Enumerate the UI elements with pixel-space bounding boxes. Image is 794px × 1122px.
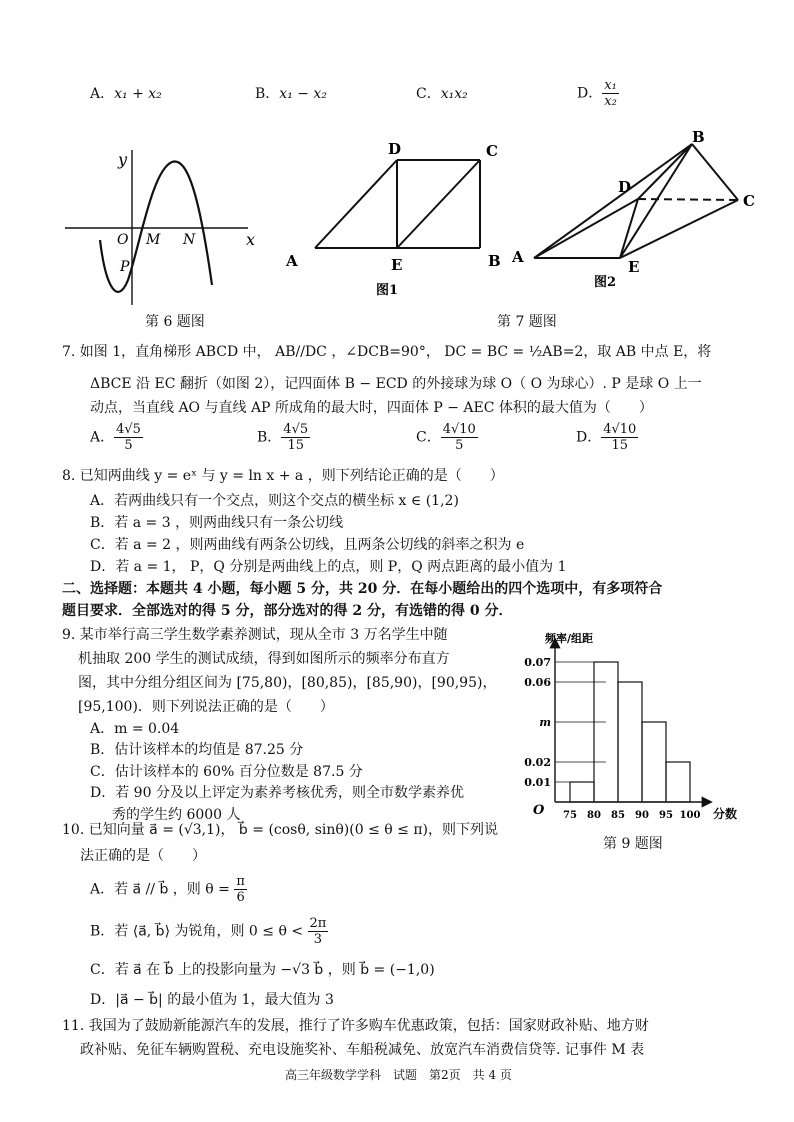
histogram-bar-[75,80) [570,782,594,802]
x-tick-label: 75 [563,810,577,821]
svg-text:A: A [512,248,524,266]
page-footer: 高三年级数学学科 试题 第2页 共 4 页 [285,1068,512,1082]
section-2-line-2: 题目要求．全部选对的得 5 分，部分选对的得 2 分，有选错的得 0 分． [62,603,513,619]
q7-option-c: C． $\frac{4√10}{5}$ [416,422,476,453]
q8-option-c: C．若 a = 2 ，则两曲线有两条公切线，且两条公切线的斜率之积为 e [90,537,525,553]
q9-option-b: B．估计该样本的均值是 87.25 分 [90,742,304,758]
histogram-bar-[85,90) [618,682,642,802]
q9-option-d-line-1: D．若 90 分及以上评定为素养考核优秀，则全市数学素养优 [90,785,464,801]
q7-option-d: D． $\frac{4√10}{15}$ [576,422,637,453]
x-tick-label: 80 [587,810,601,821]
q10-line-1: 10. 已知向量 a⃗ = (√3,1)， b⃗ = (cosθ, sinθ)(0 ≤ θ ≤ π)，则下列说 [62,822,498,838]
y-tick-label: 0.01 [524,776,551,789]
q9-line-4: [95,100)．则下列说法正确的是（ ） [78,699,334,715]
histogram-bar-[90,95) [642,722,666,802]
point-O: O [117,232,129,248]
q10-line-2: 法正确的是（ ） [80,848,206,864]
y-tick-label: 0.06 [524,676,551,689]
fig7-label-2: 图2 [594,275,617,290]
x-tick-label: 85 [611,810,625,821]
point-N: N [183,232,196,248]
q9-line-3: 图，其中分组分组区间为 [75,80)，[80,85)，[85,90)，[90,95)， [78,675,497,691]
y-label: y [118,150,128,169]
q8-option-d: D．若 a = 1， P，Q 分别是两曲线上的点，则 P，Q 两点距离的最小值为 1 [90,559,567,575]
q9-line-2: 机抽取 200 学生的测试成绩，得到如图所示的频率分布直方 [78,651,450,667]
q9-figure-caption: 第 9 题图 [603,836,663,852]
y-tick-label: 0.02 [524,756,551,769]
q9-line-1: 9. 某市举行高三学生数学素养测试，现从全市 3 万名学生中随 [62,627,448,643]
point-P: P [120,259,130,275]
figure-7-caption: 第 7 题图 [497,314,557,330]
svg-text:B: B [692,130,705,146]
q9-option-a: A．m = 0.04 [90,721,180,737]
histogram-bar-[95,100) [666,762,690,802]
q5-option-a: A．x₁ + x₂ [90,86,162,102]
y-axis-title: 频率/组距 [545,632,594,645]
x-label: x [246,230,256,249]
q5-option-b: B．x₁ − x₂ [255,86,327,102]
section-2-line-1: 二、选择题：本题共 4 小题，每小题 5 分，共 20 分．在每小题给出的四个选项中，有多项符合 [62,581,663,597]
svg-text:E: E [628,258,640,276]
curve [100,161,212,291]
q8-option-a: A．若两曲线只有一个交点，则这个交点的横坐标 x ∈ (1,2) [90,493,459,509]
figure-6-graph [60,140,265,310]
q11-line-2: 政补贴、免征车辆购置税、充电设施奖补、车船税减免、放宽汽车消费信贷等. 记事件 M 表 [80,1042,645,1058]
x-tick-label: 90 [635,810,649,821]
svg-text:C: C [486,142,498,160]
svg-text:D: D [388,140,402,158]
svg-text:D: D [618,178,632,196]
x-tick-label: 100 [679,810,701,821]
q10-option-a: A．若 a⃗ // b⃗ ，则 θ = $\frac{\pi}{6}$ [90,874,245,905]
q11-line-1: 11. 我国为了鼓励新能源汽车的发展，推行了许多购车优惠政策，包括：国家财政补贴、地方财 [62,1018,649,1034]
q8-option-b: B．若 a = 3 ，则两曲线只有一条公切线 [90,515,344,531]
q7-option-b: B． $\frac{4√5}{15}$ [257,422,309,453]
q9-option-d-line-2: 秀的学生约 6000 人 [112,807,241,823]
figure-6-caption: 第 6 题图 [145,314,205,330]
q5-option-c: C．x₁x₂ [416,86,468,102]
q9-histogram [515,630,740,825]
svg-text:C: C [743,192,755,210]
q10-option-c: C．若 a⃗ 在 b⃗ 上的投影向量为 −√3 b⃗ ，则 b⃗ = (−1,0) [90,962,435,978]
fig7-label-1: 图1 [376,283,399,298]
svg-text:B: B [488,252,501,270]
q7-line-1: 7. 如图 1，直角梯形 ABCD 中， AB//DC ，∠DCB=90°， DC = BC = ½AB=2，取 AB 中点 E，将 [62,344,712,360]
point-M: M [146,232,161,248]
q7-line-2: ΔBCE 沿 EC 翻折（如图 2），记四面体 B − ECD 的外接球为球 O（ O 为球心）. P 是球 O 上一 [90,376,702,392]
origin-label: O [533,803,545,818]
q8-stem: 8. 已知两曲线 y = eˣ 与 y = ln x + a ，则下列结论正确的是（ ） [62,468,504,484]
q5-option-d: D． $\frac{\text{x₁}}{\text{x₂}}$ [577,78,617,109]
q10-option-d: D．|a⃗ − b⃗| 的最小值为 1，最大值为 3 [90,992,334,1008]
y-tick-label: 0.07 [524,656,551,669]
q7-line-3: 动点，当直线 AO 与直线 AP 所成角的最大时，四面体 P − AEC 体积的最大值为（ ） [90,400,653,416]
q7-option-a: A． $\frac{4√5}{5}$ [90,422,141,453]
figure-7-diagrams [280,130,770,310]
y-tick-label: m [539,716,551,729]
svg-text:E: E [391,256,403,274]
x-tick-label: 95 [659,810,673,821]
histogram-bar-[80,85) [594,662,618,802]
svg-text:A: A [286,252,298,270]
x-axis-title: 分数 [713,807,738,821]
q9-option-c: C．估计该样本的 60% 百分位数是 87.5 分 [90,764,363,780]
q10-option-b: B．若 ⟨a⃗, b⃗⟩ 为锐角，则 0 ≤ θ < $\frac{2\pi}{3}$ [90,916,327,947]
